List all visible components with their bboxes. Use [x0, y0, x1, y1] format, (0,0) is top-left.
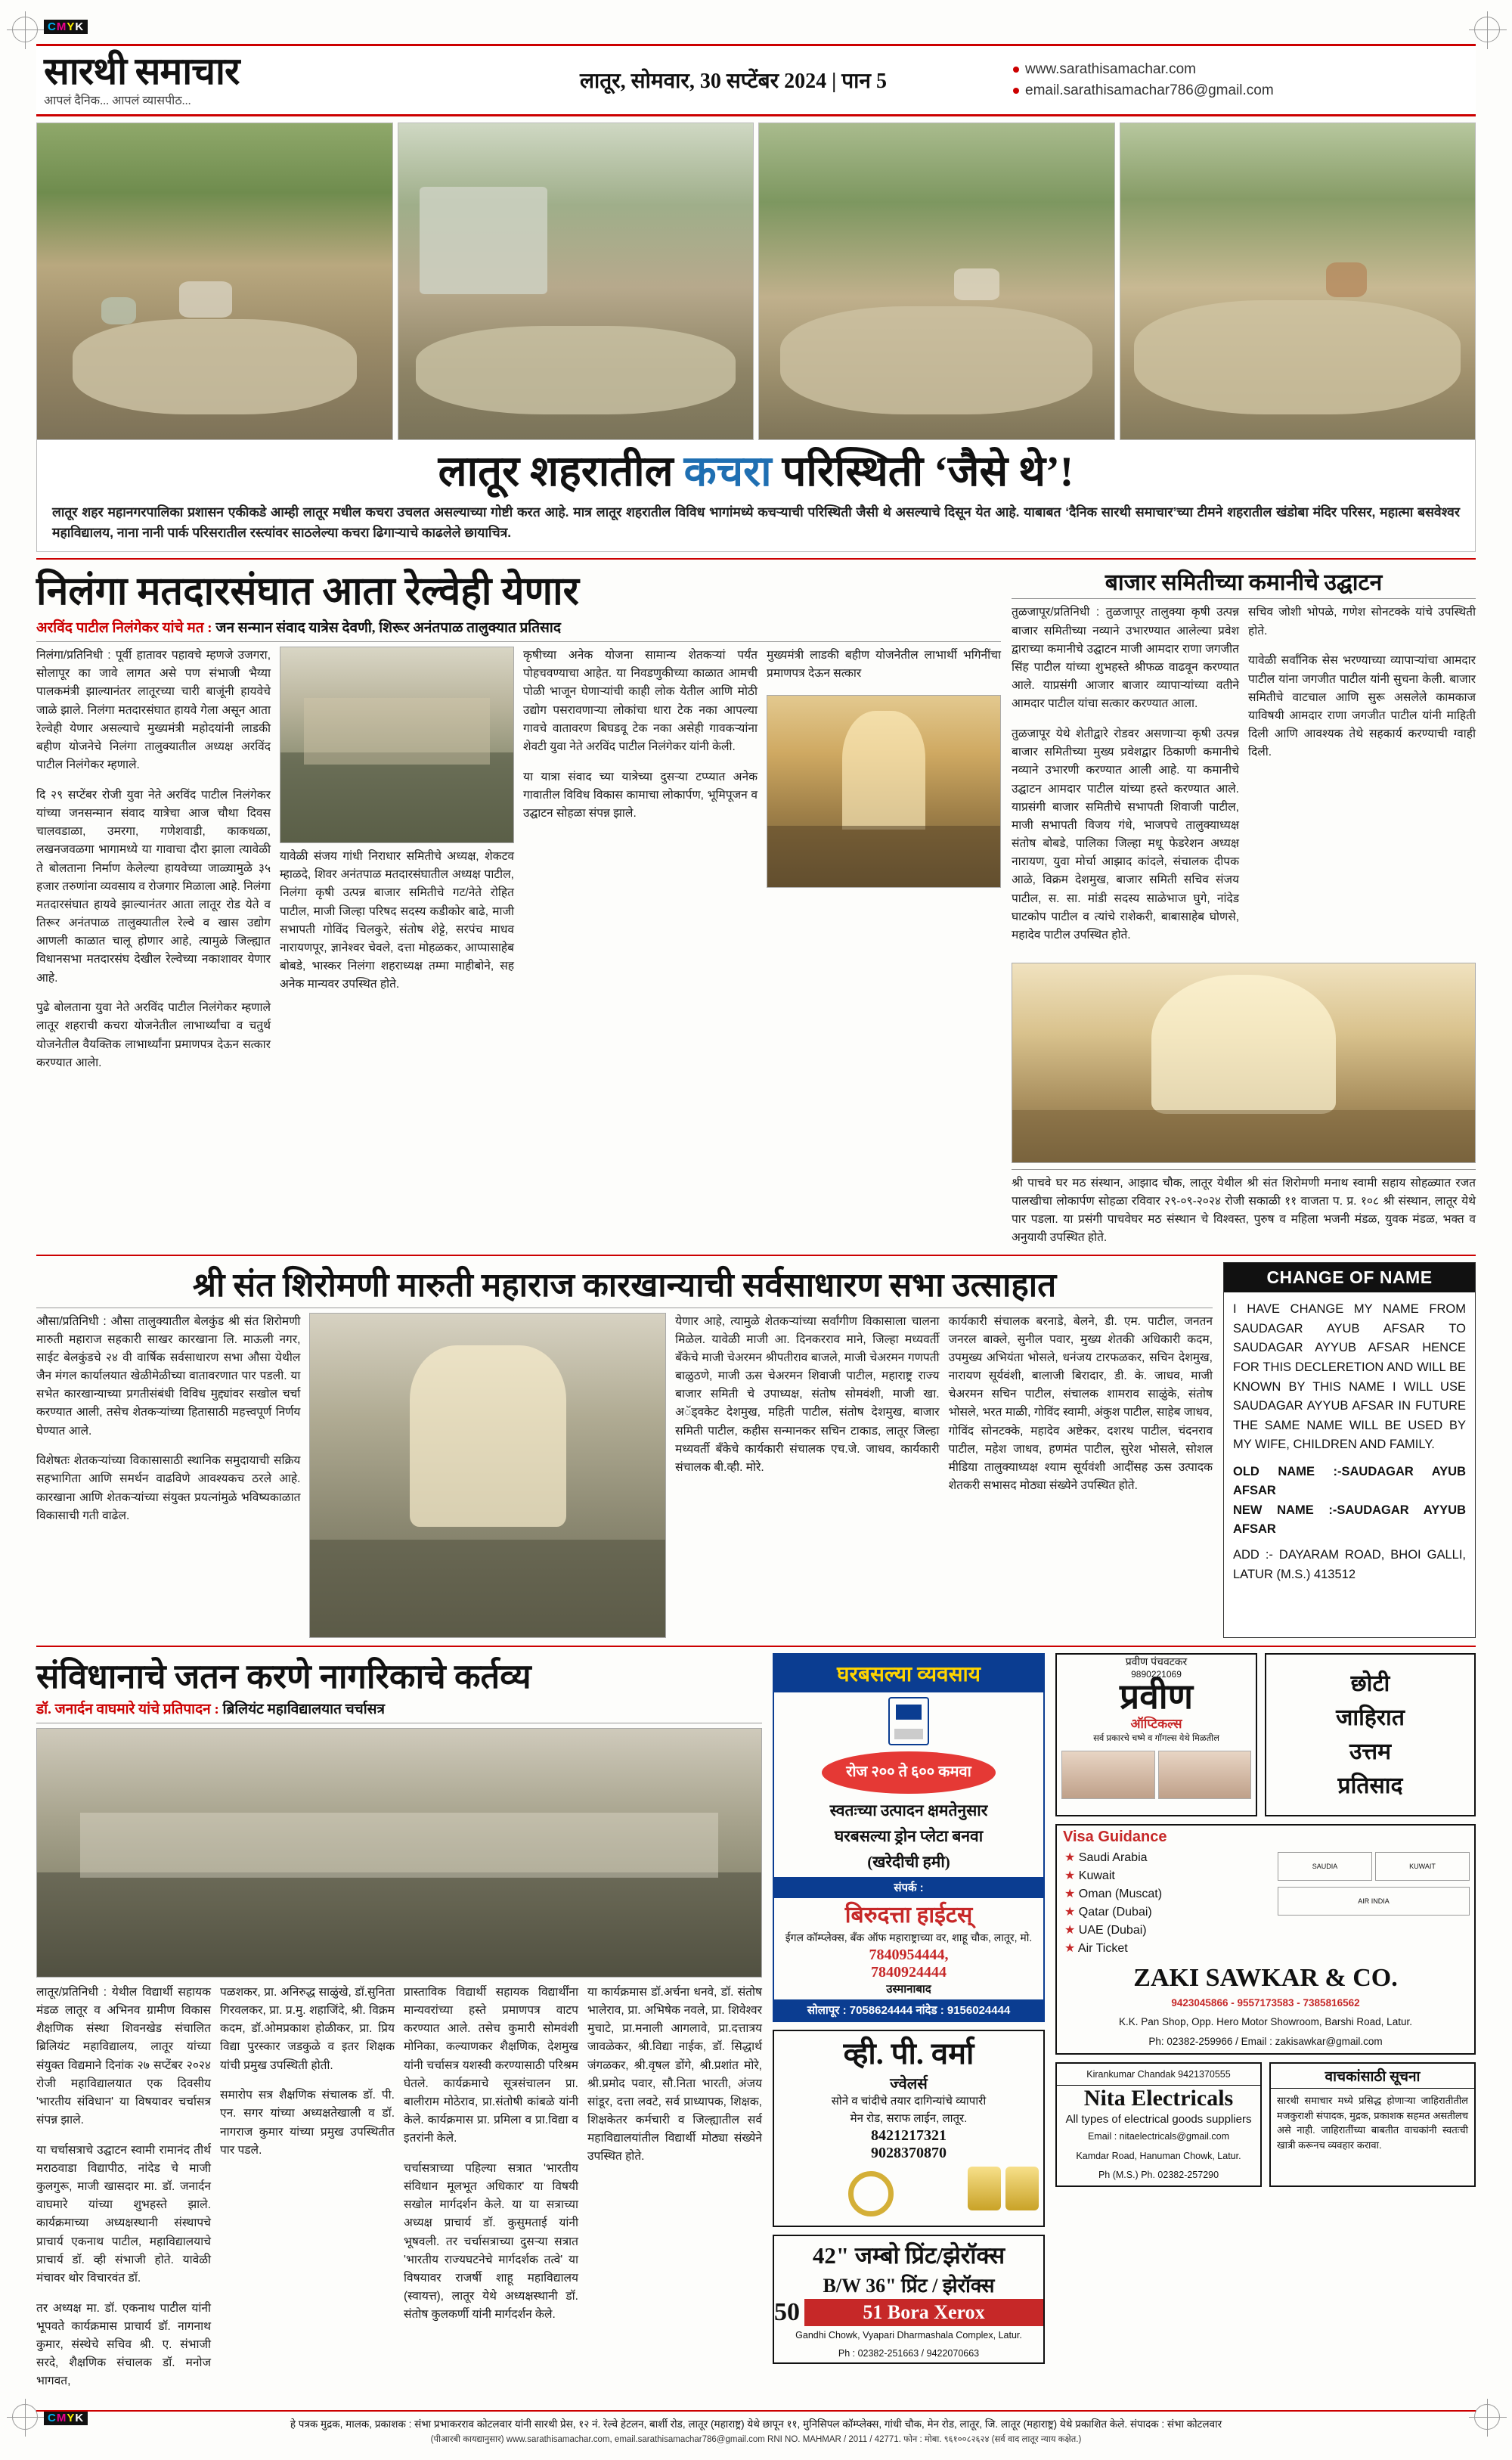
ad-vp-desc: सोने व चांदीचे तयार दागिन्यांचे व्यापारी	[831, 2095, 987, 2108]
lead-body: लातूर शहर महानगरपालिका प्रशासन एकीकडे आम्ही लातूर मधील कचरा उचलत असल्याच्या गोष्टी करत आहे. मात्र लातूर शहरातील विविध भागांमध्ये कचऱ्याची परिस्थिती जैसी थे असल्याचे दिसून येत आहे. याबाबत ‘दैनिक सारथी समाचार’च्या टीमने शहरातील खंडोबा मंदिर परिसर, महात्मा बसवेश्वर महाविद्यालय, नाना नानी पार्क परिसरातील रस्त्यांवर साठलेल्या कचरा ढिगाऱ्याचे काढलेले छायाचित्र.	[52, 504, 1460, 540]
ad-xerox-bw: B/W 36" प्रिंट / झेरॉक्स	[823, 2275, 995, 2297]
glasses-icon	[1061, 1751, 1155, 1799]
ad-vp-sub: ज्वेलर्स	[890, 2076, 928, 2093]
lead-headline-part2: परिस्थिती ‘जैसे थे’!	[771, 448, 1074, 495]
ad-xerox-headline: 42" जम्बो प्रिंट/झेरॉक्स	[812, 2242, 1005, 2269]
story-market-headline: बाजार समितीच्या कमानीचे उद्घाटन	[1105, 569, 1383, 595]
story-factory-headline: श्री संत शिरोमणी मारुती महाराज कारखान्याची सर्वसाधारण सभा उत्साहात	[192, 1267, 1057, 1304]
airline-logo-air-india: AIR INDIA	[1278, 1887, 1470, 1916]
lead-photo-4	[1120, 123, 1476, 440]
story-rail-col-1	[36, 647, 271, 1084]
paragraph: दि २९ सप्टेंबर रोजी युवा नेते अरविंद पाटील निलंगेकर यांच्या जनसन्मान संवाद यात्रेचा आज चौथा दिवस चालवडाळा, उमरगा, गणेशवाडी, काकधळा, लखनजवळगा भागामध्ये या गावाचा दौरा झाला त्यावेळी ते बोलताना निर्माण केलेल्या हायवेच्या जाळ्यामुळे ३५ हजार तरुणांना व्यवसाय व रोजगार मिळाला आहे. निलंगा मतदारसंघात हायवे झाल्यानंतर आता लातूर रोड येते व तिरूर अनंतपाळ तालुक्यातील रेल्वे व खास उद्योग आणली काळात चालू होणार आहे, त्यामुळे जिल्ह्यात विधानसभा मतदारसंघ देखील रेल्वेच्या नकाशावर येणार आहे.	[36, 788, 271, 985]
story-factory	[36, 1262, 1213, 1637]
story-factory-photo-wrap	[309, 1313, 666, 1638]
story-constitution-headline: संविधानाचे जतन करणे नागरिकाचे कर्तव्य	[36, 1657, 531, 1695]
story-constitution-col-1	[36, 1984, 211, 2403]
ad-nita-name: Nita Electricals	[1083, 2086, 1234, 2111]
ad-column-b	[1055, 1653, 1476, 2403]
paragraph: तर अध्यक्ष मा. डॉ. एकनाथ पाटील यांनी भूपवते कार्यक्रमास प्राचार्य डॉ. नागनाथ कुमार, संस्थेचे सचिव श्री. ए. संभाजी सरदे, शैक्षणिक संचालक डॉ. मनोज भागवत,	[36, 2301, 211, 2388]
ad-ghar-phone1[interactable]: 7840954444,	[869, 1947, 949, 1964]
paragraph: औसा/प्रतिनिधी : औसा तालुक्यातील बेलकुंड श्री संत शिरोमणी मारुती महाराज सहकारी साखर कारखाना लि. माऊली नगर, साईट बेलकुंडचे २४ वी वार्षिक सर्वसाधारण सभा औसा येथील जैन मंगल कार्यालयात खेळीमेळीच्या वातावरणात पार पडली. या सभेत कारखान्याच्या प्रगतीसंबंधी विविध मुद्द्यांवर सखोल चर्चा करण्यात आली, तसेच शेतकऱ्यांच्या हितासाठी महत्त्वपूर्ण निर्णय घेण्यात आले.	[36, 1314, 301, 1438]
story-constitution-deck	[36, 1698, 762, 1718]
bullet-icon	[1013, 88, 1019, 94]
ad-visa-contact[interactable]: Ph: 02382-259966 / Email : zakisawkar@gmail.com	[1148, 2035, 1383, 2047]
visa-item: ★ Saudi Arabia	[1064, 1849, 1266, 1867]
paragraph: मुख्यमंत्री लाडकी बहीण योजनेतील लाभार्थी भगिनींचा प्रमाणपत्र देऊन सत्कार	[767, 649, 1001, 681]
masthead	[36, 44, 1476, 116]
lead-photo-strip	[36, 123, 1476, 440]
ad-xerox-phone[interactable]: Ph : 02382-251663 / 9422070663	[838, 2347, 980, 2359]
lead-banner	[36, 440, 1476, 552]
bullet-icon	[1013, 67, 1019, 73]
lead-photo-2	[398, 123, 754, 440]
paragraph: पुढे बोलताना युवा नेते अरविंद पाटील निलंगेकर म्हणाले लातूर शहराची कचरा योजनेतील लाभार्थ्यांचा व चतुर्थ योजनेतील वैयक्तिक लाभार्थ्यांना प्रमाणपत्र देऊन सत्कार करण्यात आलेा.	[36, 1001, 271, 1069]
ad-ghar-basalya[interactable]	[773, 1653, 1045, 2023]
ad-optical-mobile[interactable]: 9890221069	[1131, 1668, 1182, 1680]
story-rail-col-2	[280, 647, 514, 1084]
story-rail-col-3	[523, 647, 758, 1084]
visa-item: ★ Kuwait	[1064, 1867, 1266, 1885]
paragraph: तुळजापूर येथे शेतीद्वारे रोडवर असणाऱ्या कृषी उत्पन्न बाजार समितीच्या मुख्य प्रवेशद्वार ठिकाणी कमानीचे नव्याने उभारणी करण्यात आली आहे. या कमानीचे उद्घाटन आमदार पाटील यांच्या हस्ते करण्यात आले. याप्रसंगी बाजार समितीचे सभापती शिवाजी पाटील, माजी सभापती विजय गंधे, भाजपचे तालुक्याध्यक्ष संतोष बोबडे, पालिका जिल्हा मधू फेडरेशन अध्यक्ष नारायण, युवा मोर्चा आझाद कांदले, संचालक दीपक आळे, विक्रम देशमुख, बाजार समिती सचिव संजय पाटील, स. सा. मांडी सदस्य साळेभाज घुगे, नांदेड घाटकोप पाटील व त्यांचे राशेकरी, बाबासाहेब घोणसे, महादेव पाटील उपस्थित होते.	[1012, 727, 1239, 942]
paragraph: तुळजापूर/प्रतिनिधी : तुळजापूर तालुक्या कृषी उत्पन्न बाजार समितीच्या नव्याने उभारण्यात आलेल्या प्रवेश द्वाराच्या कमानीचे उद्घाटन माजी आमदार राणा जगजीत सिंह पाटील यांच्या शुभहस्ते श्रीफळ वाढवून करण्यात आले. याप्रसंगी आजार बाजार व्यापाऱ्यांच्या वतीने आमदार पाटील यांचा सत्कार करण्यात आला.	[1012, 606, 1239, 711]
reader-notice-box	[1269, 2062, 1476, 2187]
change-of-name-ad	[1223, 1262, 1476, 1637]
bangle-icon	[848, 2171, 894, 2216]
newspaper-title: सारथी समाचार	[44, 50, 240, 92]
change-of-name-header: CHANGE OF NAME	[1224, 1263, 1475, 1292]
ad-vp-address: मेन रोड, सराफ लाईन, लातूर.	[850, 2111, 968, 2125]
ad-vp-phone2[interactable]: 9028370870	[871, 2145, 947, 2162]
visa-item: ★ Air Ticket	[1064, 1940, 1266, 1958]
reader-notice-body: सारथी समाचार मध्ये प्रसिद्ध होणाऱ्या जाहिरातीतील मजकुराशी संपादक, मुद्रक, प्रकाशक सहमत असतीलच असे नाही. जाहिरातींच्या बाबतीत वाचकांनी स्वतःची खात्री करूनच व्यवहार करावा.	[1277, 2095, 1468, 2151]
paragraph: कृषीच्या अनेक योजना सामान्य शेतकऱ्यां पर्यंत पोहचवण्याचा आहेत. या निवडणुकीच्या काळात आमची पोळी भाजून घेणाऱ्यांची काही लोक येतील आणि मोठी उद्योग पसरावणाऱ्या लोकांचा धारा टेक नका आपल्या गावचे वातावरण बिघडवू टेक नका असेही गावकऱ्यांना शेवटी युवा नेते अरविंद पाटील निलंगेकर यांनी केली.	[523, 649, 758, 753]
deck-red: डॉ. जनार्दन वाघमारे यांचे प्रतिपादन :	[36, 1701, 223, 1717]
ad-xerox-price: 50	[774, 2298, 800, 2327]
paragraph: या यात्रा संवाद च्या यात्रेच्या दुसऱ्या टप्प्यात अनेक गावातील विविध विकास कामाचा लोकार्पण, भूमिपूजन व उद्घाटन सोहळा संपन्न झाले.	[523, 770, 758, 820]
printer-icon	[888, 1697, 929, 1745]
story-constitution-photo	[36, 1728, 762, 1978]
ad-optical-sub: ऑप्टिकल्स	[1130, 1716, 1182, 1731]
paragraph: यावेळी सर्वांनिक सेस भरण्याच्या व्यापाऱ्यांचा आमदार पाटील यांना जगजीत पाटील यांनी सुचना केली. बाजार समितीचे वाटचाल आणि सुरू असलेले कामकाज याविषयी आमदार राणा जगजीत पाटील यांनी माहिती दिली आणि आवश्यक तेथे सहकार्य करण्याची ग्वाही दिली.	[1248, 654, 1476, 759]
visa-item: ★ Oman (Muscat)	[1064, 1885, 1266, 1903]
airline-logo-saudia: SAUDIA	[1278, 1852, 1372, 1881]
paragraph: सचिव जोशी भोपळे, गणेश सोनटक्के यांचे उपस्थिती होते.	[1248, 606, 1476, 637]
cmyk-bar-bottom: CMYK	[44, 2411, 88, 2425]
ad-nita-address: Kamdar Road, Hanuman Chowk, Latur.	[1076, 2150, 1241, 2161]
ad-xerox-brand: 51 Bora Xerox	[804, 2299, 1043, 2326]
visa-item: ★ UAE (Dubai)	[1064, 1922, 1266, 1940]
story-factory-col-4	[949, 1313, 1213, 1638]
masthead-contact	[999, 59, 1468, 102]
registration-mark-bottom-right	[1474, 2404, 1500, 2430]
paragraph: समारोप सत्र शैक्षणिक संचालक डॉ. पी. एन. सगर यांच्या अध्यक्षतेखाली व डॉ. नागराज कुमार यांच्या प्रमुख उपस्थितीत पार पडले.	[220, 2089, 395, 2157]
section-bottom	[36, 1653, 1476, 2403]
visa-item: ★ Qatar (Dubai)	[1064, 1903, 1266, 1922]
story-market-sidebar	[1012, 1174, 1476, 1248]
story-rail-photo	[280, 647, 514, 843]
ad-vp-varma[interactable]	[773, 2030, 1045, 2227]
eyewear-model-photos	[1057, 1746, 1256, 1804]
change-of-name-old: OLD NAME :-SAUDAGAR AYUB AFSAR	[1233, 1464, 1466, 1498]
ad-ghar-place: उस्मानाबाद	[886, 1983, 931, 1996]
section-factory	[36, 1262, 1476, 1637]
ad-ghar-contact-label: संपर्क :	[774, 1877, 1043, 1898]
footer-line-1: हे पत्रक मुद्रक, मालक, प्रकाशक : संभा प्रभाकरराव कोटलवार यांनी सारथी प्रेस, १२ नं. रेल्वे हेटलन, बार्शी रोड, लातूर (महाराष्ट्र) येथे छापून ११, मुनिसिपल कॉम्प्लेक्स, गांधी चौक, मेन रोड, लातूर, जि. लातूर (महाराष्ट्र) येथे प्रकाशित केले. संपादक : संभा कोटलवार	[290, 2418, 1222, 2431]
choti-line2: जाहिरात	[1336, 1705, 1405, 1730]
paragraph: विशेषतः शेतकऱ्यांच्या विकासासाठी स्थानिक समुदायाची सक्रिय सहभागिता आणि समर्थन वाढविणे आवश्यकच ठरले आहे. कारखाना आणि शेतकऱ्यांच्या संयुक्त प्रयत्नांमुळे भविष्यकाळात विकासाची गती वाढेल.	[36, 1454, 301, 1522]
ad-nita-dealer: Kirankumar Chandak 9421370555	[1057, 2064, 1260, 2086]
story-factory-photo	[309, 1313, 666, 1638]
ad-pravin-optical[interactable]	[1055, 1653, 1257, 1816]
story-constitution-col-2	[220, 1984, 395, 2403]
ad-vp-phone1[interactable]: 8421217321	[871, 2127, 947, 2145]
lead-photo-3	[758, 123, 1115, 440]
jewellery-icons	[774, 2162, 1043, 2226]
ad-nita-sub: All types of electrical goods suppliers	[1065, 2113, 1252, 2127]
ad-choti-jahirat[interactable]	[1265, 1653, 1476, 1816]
registration-mark-bottom-left	[12, 2404, 38, 2430]
registration-mark-top-left	[12, 17, 38, 42]
ad-ghar-footer: सोलापूर : 7058624444 नांदेड : 9156024444	[774, 1999, 1043, 2021]
story-market-col-2	[1248, 603, 1476, 956]
story-rail-headline: निलंगा मतदारसंघात आता रेल्वेही येणार	[36, 569, 579, 613]
paragraph: श्री पाचवे घर मठ संस्थान, आझाद चौक, लातूर येथील श्री संत शिरोमणी मनाथ स्वामी सहाय सोहळ्यात रजत पालखीचा लोकार्पण सोहळा रविवार २९-०९-२०२४ रोजी सकाळी ११ वाजता प. प्र. १०८ श्री संस्थान, लातूर येथे पार पडला. या प्रसंगी पाचवेघर मठ संस्थान चे विश्वस्त, पुरुष व महिला भजनी मंडळ, युवक मंडळ, भक्त व अनुयायी उपस्थित होते.	[1012, 1176, 1476, 1245]
ad-ghar-phone2[interactable]: 7840924444	[871, 1964, 947, 1981]
change-of-name-address: ADD :- DAYARAM ROAD, BHOI GALLI, LATUR (M.S.) 413512	[1233, 1548, 1466, 1581]
story-rail-col-4	[767, 647, 1001, 1084]
story-factory-col-3	[675, 1313, 939, 1638]
ad-nita-email[interactable]: Email : nitaelectricals@gmail.com	[1087, 2131, 1230, 2142]
ad-vp-name: व्ही. पी. वर्मा	[843, 2037, 974, 2071]
registration-mark-top-right	[1474, 17, 1500, 42]
ad-ghar-line3: (खरेदीची हमी)	[867, 1852, 950, 1871]
ad-optical-tagline: सर्व प्रकारचे चष्मे व गॉगल्स येथे मिळतील	[1093, 1733, 1219, 1743]
lead-headline-part1: लातूर शहरातील	[438, 448, 684, 495]
ad-ghar-title: घरबसल्या व्यवसाय	[774, 1655, 1043, 1692]
edition-line: लातूर, सोमवार, 30 सप्टेंबर 2024 | पान 5	[580, 70, 887, 93]
lead-photo-1	[36, 123, 393, 440]
paragraph: पळशकर, प्रा. अनिरुद्ध साळुंखे, डॉ.सुनिता गिरवलकर, प्रा. प्र.मु. शहाजिंदे, श्री. विक्रम कदम, डॉ.ओमप्रकाश होळीकर, प्रा. प्रिय विद्या पुरस्कार जडकुळे व इतर शिक्षक यांची प्रमुख उपस्थिती होती.	[220, 1985, 395, 2072]
story-factory-col-1	[36, 1313, 300, 1638]
story-rail	[36, 566, 1001, 1247]
ad-column-a	[773, 1653, 1045, 2403]
change-of-name-body: I HAVE CHANGE MY NAME FROM SAUDAGAR AYUB AFSAR TO SAUDAGAR AYYUB AFSAR HENCE FOR THIS DECLERETION AND WILL BE KNOWN BY THIS NAME I WILL USE SAUDAGAR AYYUB AFSAR IN FUTURE THE SAME NAME WILL BE USED BY MY WIFE, CHILDREN AND FAMILY.	[1233, 1302, 1466, 1452]
story-market-col-1	[1012, 603, 1239, 956]
ad-visa-phones[interactable]: 9423045866 - 9557173583 - 7385816562	[1171, 1996, 1360, 2009]
deck-black: ब्रिलियंट महाविद्यालयात चर्चासत्र	[222, 1701, 386, 1717]
ad-optical-name: प्रवीण	[1120, 1677, 1193, 1716]
paragraph: निलंगा/प्रतिनिधी : पूर्वी हातावर पहावचे म्हणजे उजगरा, सोलापूर का जावे लागत असे पण संभाजी भैय्या पालकमंत्री झाल्यानंतर लातूरच्या चारी बाजूंनी हायवेचे जाळे झाले. निलंगा मतदारसंघात हायवे गेला असून आता रेल्वेही येणार असल्याचे मुख्यमंत्री महोदयांनी लाडकी बहीण योजनेचे निलंगा तालुक्यातील अध्यक्ष अरविंद पाटील निलंगेकर म्हणाले.	[36, 649, 271, 772]
cmyk-bar-top: CMYK	[44, 20, 88, 34]
ad-xerox-address: Gandhi Chowk, Vyapari Dharmashala Complex, Latur.	[795, 2330, 1022, 2341]
story-constitution-col-3	[404, 1984, 578, 2403]
earring-icon	[1005, 2167, 1039, 2210]
ad-zaki-sawkar[interactable]	[1055, 1824, 1476, 2055]
paragraph: कार्यकारी संचालक बरनाडे, बेलने, डी. एम. पाटील, जनतन जनरल बाक्ले, सुनील पवार, मुख्य शेतकी अधिकारी कदम, उपमुख्य अभियंता भोसले, धनंजय टारफळकर, सचिन देशमुख, नारायण सूर्यवंशी, बालाजी बिरादार, डी. के. जाधव, माजी चेअरमन सचिन पाटील, संचालक शामराव साळुंके, संतोष भोसले, भरत माळी, गोविंद स्वामी, अंकुश पाटील, साहेब जाधव, गोविंद सोनटक्के, महादेव अष्टेकर, दशरथ पाटील, चंदनराव पाटील, महेश जाधव, हणमंत पाटील, सुरेश भोसले, सोशल मीडिया तालुक्याध्यक्ष श्याम सूर्यवंशी आदींसह ऊस उत्पादक शेतकरी सभासद मोठ्या संख्येने उपस्थित होते.	[948, 1314, 1213, 1493]
footer-line-2: (पीआरबी कायद्यानुसार) www.sarathisamachar.com, email.sarathisamachar786@gmail.com RNI NO. MAHMAR / 2011 / 42771. फोन : मोबा. ९६१००८२६२४ (सर्व वाद लातूर न्याय कक्षेत.)	[430, 2434, 1082, 2444]
lead-headline	[49, 448, 1463, 496]
page-footer	[36, 2410, 1476, 2446]
email-link[interactable]: email.sarathisamachar786@gmail.com	[1025, 82, 1274, 98]
ad-bora-xerox[interactable]	[773, 2235, 1045, 2364]
story-rail-deck	[36, 617, 1001, 637]
ad-ghar-address: ईगल कॉम्प्लेक्स, बँक ऑफ महाराष्ट्राच्या वर, शाहू चौक, लातूर, मो.	[785, 1931, 1033, 1943]
necklace-icon	[968, 2167, 1001, 2210]
reader-notice-title: वाचकांसाठी सूचना	[1271, 2064, 1474, 2089]
ad-visa-title: Visa Guidance	[1063, 1828, 1167, 1845]
newspaper-tagline: आपलं दैनिक... आपलं व्यासपीठ...	[44, 95, 191, 107]
ad-ghar-brand: बिरुदत्ता हाईटस्	[844, 1902, 973, 1928]
paragraph: येणार आहे, त्यामुळे शेतकऱ्यांच्या सर्वांगीण विकासाला चालना मिळेल. यावेळी माजी आ. दिनकरराव माने, जिल्हा मध्यवर्ती बँकेचे माजी चेअरमन श्रीपतीराव बाजले, माजी चेअरमन गणपती बाळुठणे, माजी ऊस चेअरमन शिवाजी पाटील, महाराष्ट्र राज्य बाजार समिती चे उपाध्यक्ष, संतोष सोमवंशी, माजी खा. अॅड्वकेट देशमुख, महिती पाटील, संतोष देशमुख, बाजार समिती पाटील, कहीस सन्मानकर सचिन टाकाड, लातूर जिल्हा मध्यवर्ती बँकेचे कार्यकारी संचालक एच.जे. जाधव, कार्यकारी संचालक बी.व्ही. मोरे.	[675, 1314, 940, 1474]
ad-visa-address: K.K. Pan Shop, Opp. Hero Motor Showroom, Barshi Road, Latur.	[1119, 2016, 1412, 2028]
story-rail-deck-black: जन सन्मान संवाद यात्रेस देवणी, शिरूर अनंतपाळ तालुक्यात प्रतिसाद	[215, 620, 561, 637]
paragraph: लातूर/प्रतिनिधी : येथील विद्यार्थी सहायक मंडळ लातूर व अभिनव ग्रामीण विकास शैक्षणिक संस्था शिवनखेड संचालित ब्रिलियंट महाविद्यालय, लातूर यांच्या संयुक्त विद्यमाने दिनांक २७ सप्टेंबर २०२४ रोजी महाविद्यालयात एक दिवसीय 'भारतीय संविधान' या विषयावर चर्चासत्र संपन्न झाले.	[36, 1985, 211, 2127]
choti-line3: उत्तम	[1349, 1739, 1392, 1764]
airline-logo-kuwait: KUWAIT	[1375, 1852, 1470, 1881]
story-constitution-col-4	[587, 1984, 762, 2403]
ad-ghar-badge: रोज २०० ते ६०० कमवा	[822, 1751, 996, 1794]
ad-ghar-line1: स्वतःच्या उत्पादन क्षमतेनुसार	[829, 1801, 988, 1819]
ad-visa-company: ZAKI SAWKAR & CO.	[1133, 1963, 1398, 1992]
story-constitution	[36, 1653, 762, 2403]
paragraph: या चर्चासत्राचे उद्घाटन स्वामी रामानंद तीर्थ मराठवाडा विद्यापीठ, नांदेड चे माजी कुलगुरू, माजी खासदार मा. डॉ. जनार्दन वाघमारे यांच्या शुभहस्ते झाले. कार्यक्रमाच्या अध्यक्षस्थानी संस्थापचे प्राचार्य एकनाथ पाटील, महाविद्यालयाचे प्राचार्य डॉ. व्ही संभाजी होते. यावेळी मंचावर थोर विचारवंत डॉ.	[36, 2143, 211, 2285]
story-market	[1012, 566, 1476, 1247]
paragraph: यावेळी संजय गांधी निराधार समितीचे अध्यक्ष, शेकटव म्हाळदे, शिवर अनंतपाळ मतदारसंघातील अध्यक्ष पाटील, निलंगा कृषी उत्पन्न बाजार समितीचे गट/नेते रोहित पाटील, माजी जिल्हा परिषद सदस्य कडीकोर बाढे, माजी सभापती गोविंद चिलकुरे, संतोष शेट्टे, सरपंच माधव नारायणपूर, ज्ञानेश्वर चेवले, दत्ता मोहळकर, आप्पासाहेब बोबडे, भास्कर निलंगा शहराध्यक्ष तम्मा माहीबोने, सह अनेक मान्यवर उपस्थित होते.	[280, 850, 514, 991]
ad-nita-phone[interactable]: Ph (M.S.) Ph. 02382-257290	[1098, 2170, 1219, 2181]
website-link[interactable]: www.sarathisamachar.com	[1025, 60, 1196, 77]
story-rail-photo-temple	[767, 695, 1001, 888]
ad-nita-electricals[interactable]	[1055, 2062, 1262, 2187]
section-mid	[36, 566, 1476, 1247]
story-rail-deck-red: अरविंद पाटील निलंगेकर यांचे मत :	[36, 620, 216, 637]
choti-line4: प्रतिसाद	[1337, 1773, 1403, 1798]
story-market-photo	[1012, 963, 1476, 1163]
sunglasses-icon	[1158, 1751, 1252, 1799]
paragraph: चर्चासत्राच्या पहिल्या सत्रात 'भारतीय संविधान मूलभूत अधिकार' या विषयी सखोल मार्गदर्शन केले. या या सत्राच्या अध्यक्ष प्राचार्य डॉ. कुसुमताई यांनी भूषवली. तर चर्चासत्राच्या दुसऱ्या सत्रात 'भारतीय राज्यघटनेचे मार्गदर्शक तत्वे' या विषयावर राजर्षी शाहू महाविद्यालय (स्वायत्त), लातूर येथे अध्यक्षस्थानी डॉ. संतोष कुलकर्णी यांनी मार्गदर्शन केले.	[404, 2161, 578, 2322]
lead-headline-highlight: कचरा	[683, 448, 772, 495]
paragraph: प्रास्ताविक विद्यार्थी सहायक विद्यार्थींना मान्यवरांच्या हस्ते प्रमाणपत्र वाटप करण्यात आले. तसेच कुमारी सोमवंशी मोनिका, कल्याणकर शैक्षणिक, देशमुख यांनी चर्चासत्र यशस्वी करण्यासाठी परिश्रम घेतले. कार्यक्रमाचे सूत्रसंचालन प्रा. बालीराम मोठेराव, प्रा.संतोषी कांबळे यांनी केले. कार्यक्रमास प्रा. प्रमिला व प्रा.विद्या व इतरांनी केले.	[404, 1985, 578, 2145]
ad-optical-owner: प्रवीण पंचवटकर	[1125, 1655, 1188, 1667]
change-of-name-new: NEW NAME :-SAUDAGAR AYYUB AFSAR	[1233, 1503, 1466, 1537]
choti-line1: छोटी	[1350, 1671, 1390, 1696]
ad-ghar-line2: घरबसल्या ड्रोन प्लेटा बनवा	[834, 1826, 984, 1845]
masthead-brand	[44, 52, 467, 108]
paragraph: या कार्यक्रमास डॉ.अर्चना धनवे, डॉ. संतोष भालेराव, प्रा. अभिषेक नवले, प्रा. शिवेश्वर मुचाटे, प्रा.मनाली आगलावे, प्रा.दत्तात्रय जावळेकर, श्री.विद्या नाईक, डॉ. सिद्धार्थ जंगळकर, श्री.वृषल डोंगे, श्री.प्रशांत मोरे, श्री.प्रमोद पवार, सौ.निता भारती, अंजय सांडूर, दत्ता लवटे, सर्व प्राध्यापक, शिक्षक, शिक्षकेतर कर्मचारी व जिल्ह्यातील सर्व महाविद्यालयांतील विद्यार्थी मोठ्या संख्येने उपस्थित होते.	[587, 1985, 762, 2164]
